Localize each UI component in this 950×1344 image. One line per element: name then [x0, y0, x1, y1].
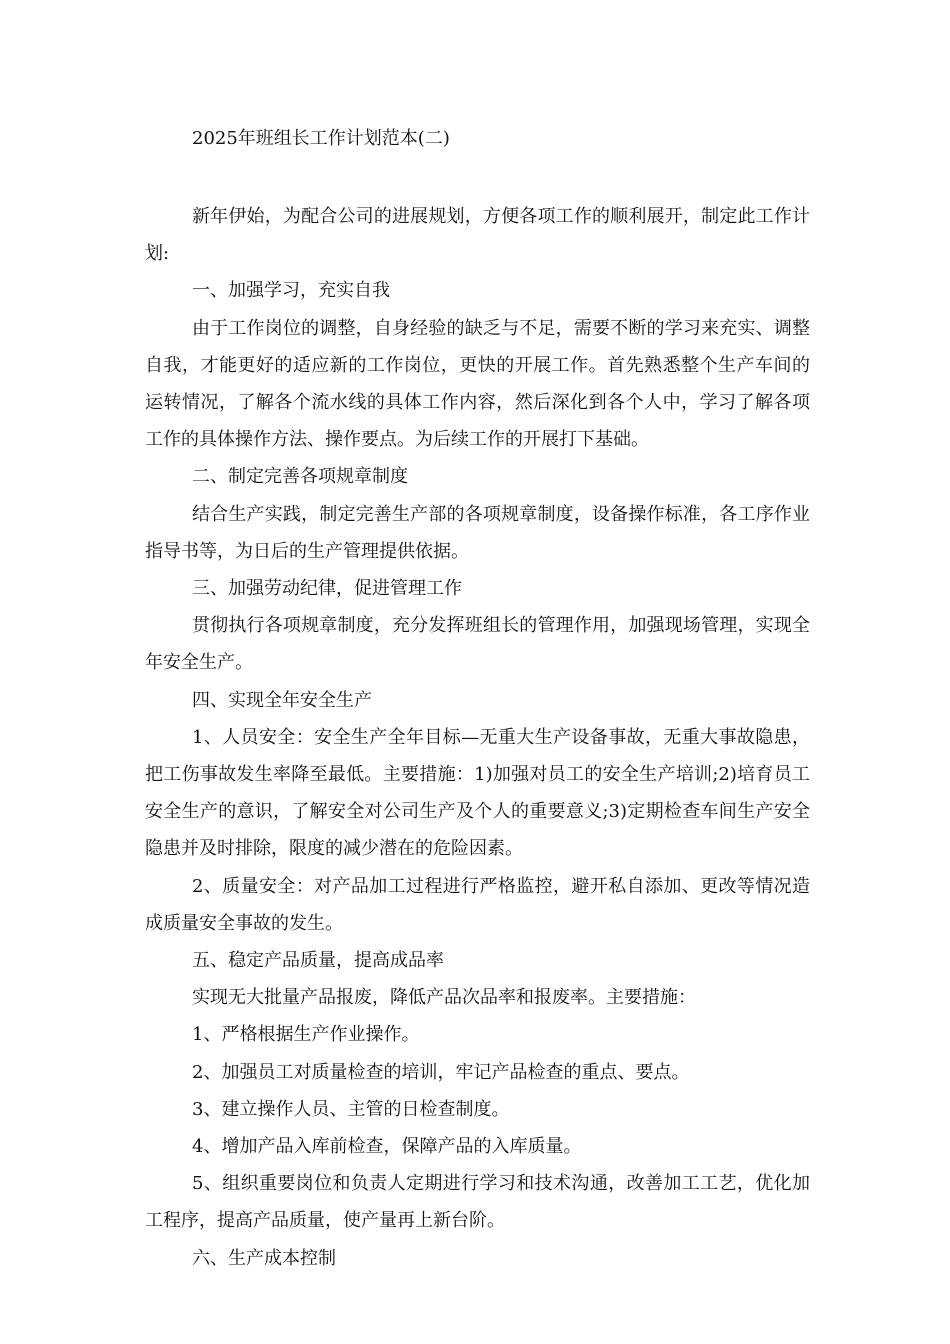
list-item-paragraph: 2、加强员工对质量检查的培训，牢记产品检查的重点、要点。 — [192, 1061, 690, 1083]
section-heading-3: 三、加强劳动纪律，促进管理工作 — [192, 578, 462, 600]
section-heading-6: 六、生产成本控制 — [192, 1247, 336, 1269]
list-item-paragraph: 4、增加产品入库前检查，保障产品的入库质量。 — [192, 1136, 582, 1158]
document-title: 2025年班组长工作计划范本(二) — [192, 128, 450, 149]
section-heading-5: 五、稳定产品质量，提高成品率 — [192, 950, 444, 972]
intro-paragraph: 新年伊始，为配合公司的进展规划，方便各项工作的顺利展开，制定此工作计划: — [145, 206, 810, 265]
section-paragraph: 由于工作岗位的调整，自身经验的缺乏与不足，需要不断的学习来充实、调整自我，才能更好的适应新的工作岗位，更快的开展工作。首先熟悉整个生产车间的运转情况，了解各个流水线的具体工作内容，然后深化到各个人中，学习了解各项工作的具体操作方法、操作要点。为后续工作的开展打下基础。 — [145, 317, 810, 451]
document-body — [145, 120, 810, 1277]
section-heading-2: 二、制定完善各项规章制度 — [192, 466, 408, 488]
list-item-paragraph: 1、人员安全：安全生产全年目标—无重大生产设备事故，无重大事故隐患，把工伤事故发生率降至最低。主要措施：1)加强对员工的安全生产培训;2)培育员工安全生产的意识，了解安全对公司生产及个人的重要意义;3)定期检查车间生产安全隐患并及时排除，限度的减少潜在的危险因素。 — [145, 726, 810, 860]
section-heading-4: 四、实现全年安全生产 — [192, 689, 372, 711]
section-paragraph: 实现无大批量产品报废，降低产品次品率和报废率。主要措施： — [192, 987, 696, 1009]
list-item-paragraph: 3、建立操作人员、主管的日检查制度。 — [192, 1098, 510, 1120]
list-item-paragraph: 2、质量安全：对产品加工过程进行严格监控，避开私自添加、更改等情况造成质量安全事故的发生。 — [145, 875, 810, 934]
list-item-paragraph: 1、严格根据生产作业操作。 — [192, 1024, 420, 1046]
section-heading-1: 一、加强学习，充实自我 — [192, 280, 390, 302]
list-item-paragraph: 5、组织重要岗位和负责人定期进行学习和技术沟通，改善加工工艺，优化加工程序，提高产品质量，使产量再上新台阶。 — [145, 1173, 810, 1232]
section-paragraph: 贯彻执行各项规章制度，充分发挥班组长的管理作用，加强现场管理，实现全年安全生产。 — [145, 615, 810, 674]
section-paragraph: 结合生产实践，制定完善生产部的各项规章制度，设备操作标准，各工序作业指导书等，为日后的生产管理提供依据。 — [145, 503, 810, 562]
